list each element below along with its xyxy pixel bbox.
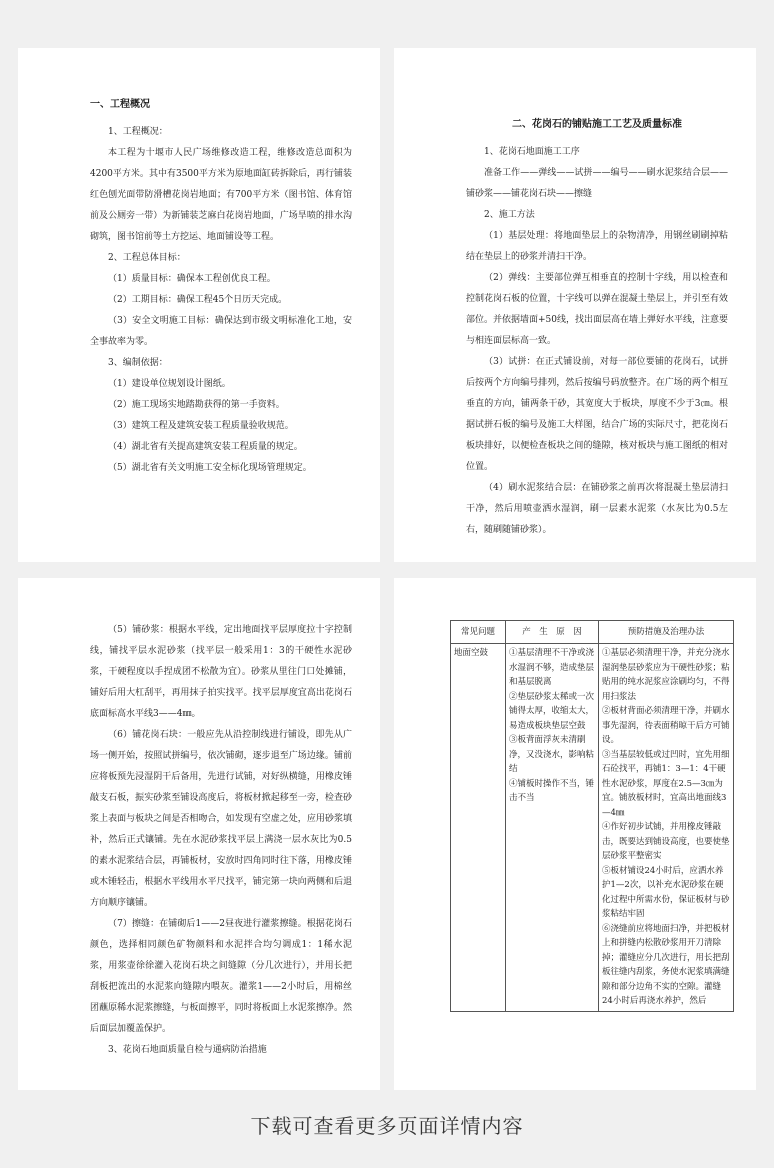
paragraph: （2）施工现场实地踏勘获得的第一手资料。 — [108, 400, 285, 410]
paragraph: （2）弹线：主要部位弹互相垂直的控制十字线，用以检查和控制花岗石板的位置，十字线可以弹在混凝土垫层上，并引至有效部位。并依据墙面+50线，找出面层高在墙上弹好水平线，注意要与相连面层标高一致。 — [466, 273, 728, 346]
section-title: 二、花岗石的铺贴施工工艺及质量标准 — [512, 119, 682, 130]
measure-item: ⑤板材铺设24小时后，应洒水养护1—2次，以补充水泥砂浆在硬化过程中所需水份，保证板材与砂浆粘结牢固 — [602, 865, 730, 919]
table-cell-measures — [599, 644, 734, 1012]
paragraph: （3）试拼：在正式铺设前，对每一部位要铺的花岗石，试拼后按两个方向编号排列，然后按编号码放整齐。在广场的两个相互垂直的方向，铺两条干砂，其宽度大于板块，厚度不少于3㎝。根据试拼石板的编号及施工大样图，结合广场的实际尺寸，把花岗石板块排好，以便检查板块之间的缝隙，核对板块与施工图纸的相对位置。 — [466, 357, 728, 472]
paragraph: 准备工作——弹线——试拼——编号——刷水泥浆结合层——铺砂浆——铺花岗石块——擦缝 — [466, 168, 728, 199]
paragraph: （3）安全文明施工目标：确保达到市级文明标准化工地，安全事故率为零。 — [90, 316, 352, 347]
table-header: 产 生 原 因 — [506, 621, 599, 644]
paragraph: 3、花岗石地面质量自检与通病防治措施 — [108, 1045, 267, 1055]
paragraph: 3、编制依据： — [108, 358, 168, 368]
download-more-link[interactable]: 下载可查看更多页面详情内容 — [250, 1114, 524, 1138]
paragraph: （4）湖北省有关提高建筑安装工程质量的规定。 — [108, 442, 303, 452]
paragraph: 2、工程总体目标： — [108, 253, 186, 263]
cause-item: ④铺板时操作不当，锤击不当 — [509, 778, 595, 803]
table-header: 常见问题 — [451, 621, 506, 644]
table-header-row — [451, 621, 734, 644]
page2-body — [466, 142, 728, 541]
paragraph: （1）质量目标：确保本工程创优良工程。 — [108, 274, 276, 284]
paragraph: （1）基层处理：将地面垫层上的杂物清净，用钢丝刷刷掉粘结在垫层上的砂浆并清扫干净。 — [466, 231, 728, 262]
paragraph: 1、工程概况： — [108, 127, 168, 137]
paragraph: 1、花岗石地面施工工序 — [484, 147, 580, 157]
quality-table — [450, 620, 734, 1012]
paragraph: （2）工期目标：确保工程45个日历天完成。 — [108, 295, 288, 305]
paragraph: （6）铺花岗石块：一般应先从沿控制线进行铺设，即先从广场一侧开始，按照试拼编号，依次铺砌，逐步退至广场边缘。铺前应将板预先浸湿阴干后备用，先进行试铺，对好纵横缝，用橡皮锤敲支石板，振实砂浆至铺设高度后，将板材掀起移至一旁，检查砂浆上表面与板块之间是否相吻合，如发现有空虚之处，应用砂浆填补，然后正式镶铺。先在水泥砂浆找平层上满浇一层水灰比为0.5的素水泥浆结合层，再铺板材，安放时四角同时往下落，用橡皮锤或木锤轻击，根据水平线用水平尺找平，铺完第一块向两侧和后退方向顺序镶铺。 — [90, 730, 352, 908]
measure-item: ③当基层较低或过凹时，宜先用细石砼找平，再铺1：3—1：4干硬性水泥砂浆，厚度在2.5—3㎝为宜。铺放板材时，宜高出地面线3—4㎜ — [602, 749, 730, 818]
cause-item: ①基层清理不干净或浇水湿润不够，造成垫层和基层脱离 — [509, 648, 595, 687]
cause-item: ②垫层砂浆太稀或一次铺得太厚，收缩太大，易造成板块垫层空鼓 — [509, 691, 595, 731]
paragraph: （4）刷水泥浆结合层：在铺砂浆之前再次将混凝土垫层清扫干净，然后用喷壶洒水湿润，刷一层素水泥浆（水灰比为0.5左右，随刷随铺砂浆）。 — [466, 483, 728, 535]
paragraph: （3）建筑工程及建筑安装工程质量验收规范。 — [108, 421, 294, 431]
paragraph: （7）擦缝：在铺砌后1——2昼夜进行灌浆擦缝。根据花岗石颜色，选择相同颜色矿物颜料和水泥拌合均匀调成1：1稀水泥浆，用浆壶徐徐灌入花岗石块之间缝隙（分几次进行），并用长把刮板把流出的水泥浆向缝隙内喂灰。灌浆1——2小时后，用棉丝团蘸原稀水泥浆擦缝，与板面擦平，同时将板面上水泥浆擦净。然后面层加覆盖保护。 — [90, 919, 352, 1034]
measure-item: ②板材背面必须清理干净，并刷水事先湿润，待表面稍晾干后方可铺设。 — [602, 706, 730, 745]
table-cell-causes — [506, 644, 599, 1012]
document-page-1 — [18, 48, 380, 562]
document-page-4 — [394, 578, 756, 1090]
document-page-3 — [18, 578, 380, 1090]
paragraph: 2、施工方法 — [484, 210, 535, 220]
table-cell-problem: 地面空鼓 — [451, 644, 506, 1012]
paragraph: （1）建设单位规划设计图纸。 — [108, 379, 231, 389]
cause-item: ③板背面浮灰未清刷净，又没浇水，影响粘结 — [509, 735, 595, 774]
measure-item: ④作好初步试铺，并用橡皮锤敲击，既要达到铺设高度，也要使垫层砂浆平整密实 — [602, 822, 730, 861]
paragraph: （5）湖北省有关文明施工安全标化现场管理规定。 — [108, 463, 312, 473]
measure-item: ①基层必须清理干净，并充分浇水湿润垫层砂浆应为干硬性砂浆；粘贴用的纯水泥浆应涂刷均匀，不得用扫浆法 — [602, 648, 730, 702]
paragraph: 本工程为十堰市人民广场维修改造工程，维修改造总面积为4200平方米。其中有3500平方米为原地面缸砖拆除后，再行铺装红色刨光面带防滑槽花岗岩地面；有700平方米（图书馆、体育馆前及公厕旁一带）为新铺装芝麻白花岗岩地面，广场旱喷的排水沟砌筑，图书馆前等土方挖运、地面铺设等工程。 — [90, 148, 352, 242]
document-page-2 — [394, 48, 756, 562]
paragraph: （5）铺砂浆：根据水平线，定出地面找平层厚度拉十字控制线，铺找平层水泥砂浆（找平层一般采用1：3的干硬性水泥砂浆，干硬程度以手捏成团不松散为宜）。砂浆从里往门口处摊铺，铺好后用大杠刮平，再用抹子拍实找平。找平层厚度宜高出花岗石底面标高水平线3——4㎜。 — [90, 625, 352, 719]
page3-body — [90, 620, 352, 1061]
table-header: 预防措施及治理办法 — [599, 621, 734, 644]
measure-item: ⑥浇缝前应将地面扫净，并把板材上和拼缝内松散砂浆用开刀清除掉；灌缝应分几次进行，用长把刮板往缝内刮浆，务使水泥浆填满缝隙和部分边角不实的空隙。灌缝24小时后再浇水养护，然后 — [602, 923, 730, 1006]
section-title: 一、工程概况 — [90, 99, 150, 110]
page1-body — [90, 122, 352, 479]
table-row — [451, 644, 734, 1012]
